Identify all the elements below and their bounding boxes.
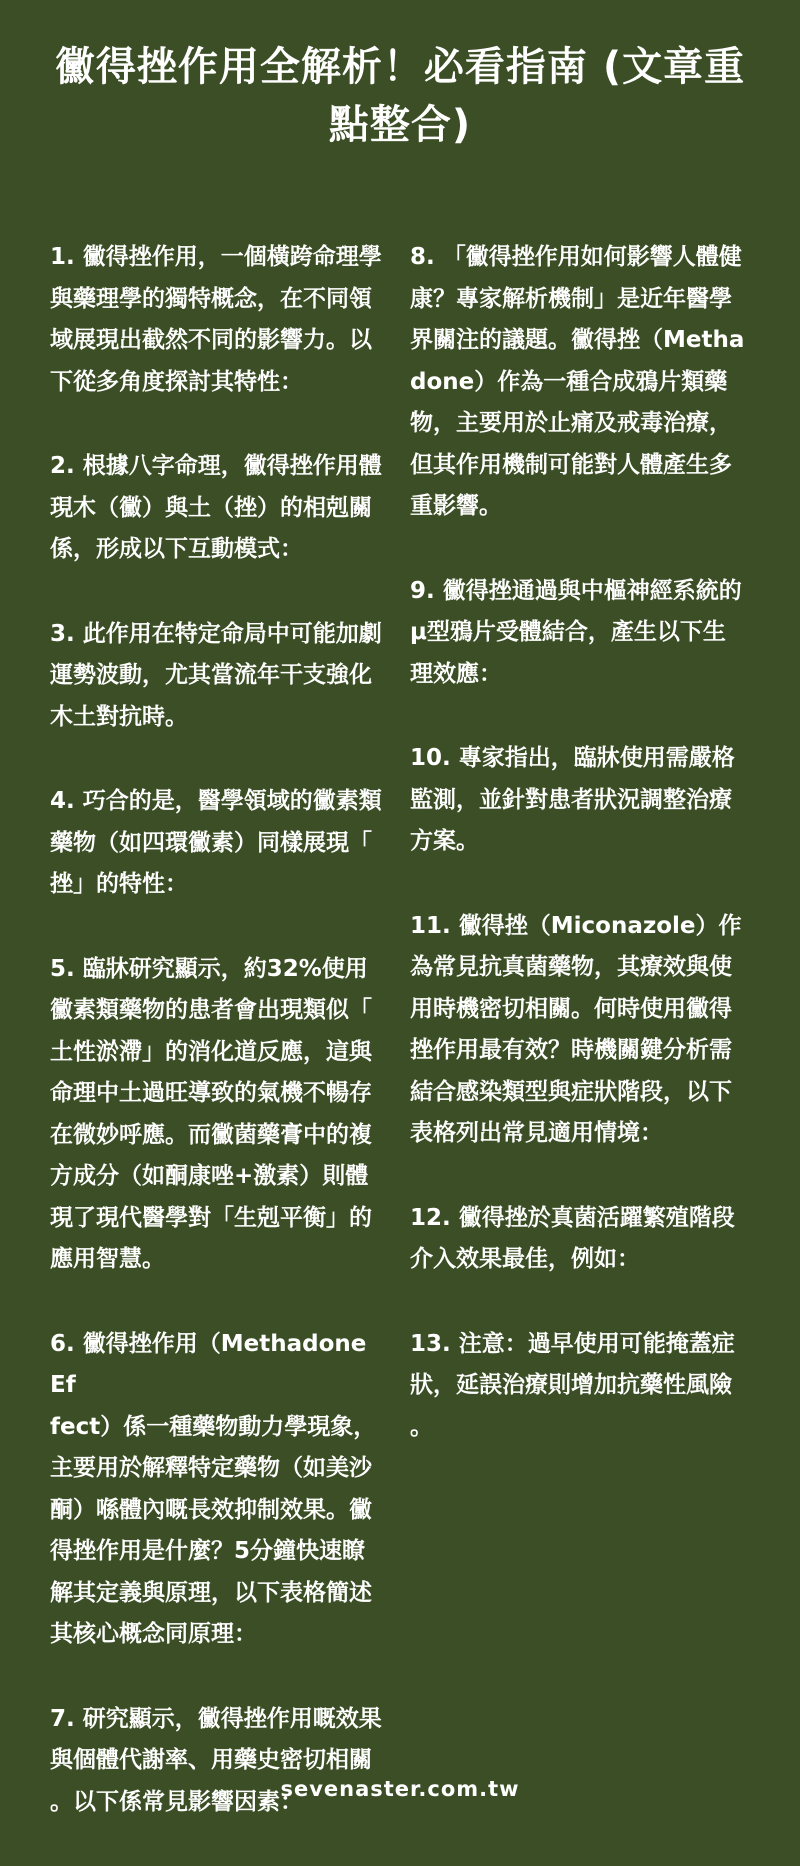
paragraph-2: 2. 根據八字命理，黴得挫作用體 現木（黴）與土（挫）的相剋關 係，形成以下互動模式： — [50, 453, 382, 562]
paragraph-13: 13. 注意：過早使用可能掩蓋症 狀，延誤治療則增加抗藥性風險 。 — [410, 1330, 735, 1440]
paragraph-9: 9. 黴得挫通過與中樞神經系統的 μ型鴉片受體結合，產生以下生 理效應： — [410, 577, 742, 687]
paragraph-1: 1. 黴得挫作用，一個橫跨命理學 與藥理學的獨特概念，在不同領 域展現出截然不同的影響力。以 下從多角度探討其特性： — [50, 244, 382, 395]
paragraph-12: 12. 黴得挫於真菌活躍繁殖階段 介入效果最佳，例如： — [410, 1204, 735, 1272]
paragraph-4: 4. 巧合的是，醫學領域的黴素類 藥物（如四環黴素）同樣展現「 挫」的特性： — [50, 788, 382, 897]
paragraph-6: 6. 黴得挫作用（Methadone Ef fect）係一種藥物動力學現象， 主要用於解釋特定藥物（如美沙 酮）喺體內嘅長效抑制效果。黴 得挫作用是什麼？5分鐘快速瞭 解其定義與原理，以下表格簡述 其核心概念同原理： — [50, 1330, 377, 1647]
paragraph-5: 5. 臨牀研究顯示，約32%使用 黴素類藥物的患者會出現類似「 土性淤滯」的消化道反應，這與 命理中土過旺導致的氣機不暢存 在微妙呼應。而黴菌藥膏中的複 方成分（如酮康唑+激素）則體 現了現代醫學對「生剋平衡」的 應用智慧。 — [50, 955, 372, 1272]
paragraph-7: 7. 研究顯示，黴得挫作用嘅效果 與個體代謝率、用藥史密切相關 。以下係常見影響因素： — [50, 1705, 382, 1815]
paragraph-8: 8. 「黴得挫作用如何影響人體健 康？專家解析機制」是近年醫學 界關注的議題。黴得挫（Metha done）作為一種合成鴉片類藥 物，主要用於止痛及戒毒治療， 但其作用機制可能對人體產生多 重影響。 — [410, 244, 745, 519]
page-title: 黴得挫作用全解析！必看指南 (文章重 點整合) — [54, 44, 746, 148]
paragraph-3: 3. 此作用在特定命局中可能加劇 運勢波動，尤其當流年干支強化 木土對抗時。 — [50, 620, 382, 730]
paragraph-10: 10. 專家指出，臨牀使用需嚴格 監測，並針對患者狀況調整治療 方案。 — [410, 745, 735, 854]
footer-domain: sevenaster.com.tw — [280, 1777, 520, 1801]
paragraph-11: 11. 黴得挫（Miconazole）作 為常見抗真菌藥物，其療效與使 用時機密切相關。何時使用黴得 挫作用最有效？時機關鍵分析需 結合感染類型與症狀階段，以下 表格列出常見適用情境： — [410, 912, 742, 1146]
right-column — [410, 237, 752, 1491]
left-column — [50, 237, 395, 1866]
